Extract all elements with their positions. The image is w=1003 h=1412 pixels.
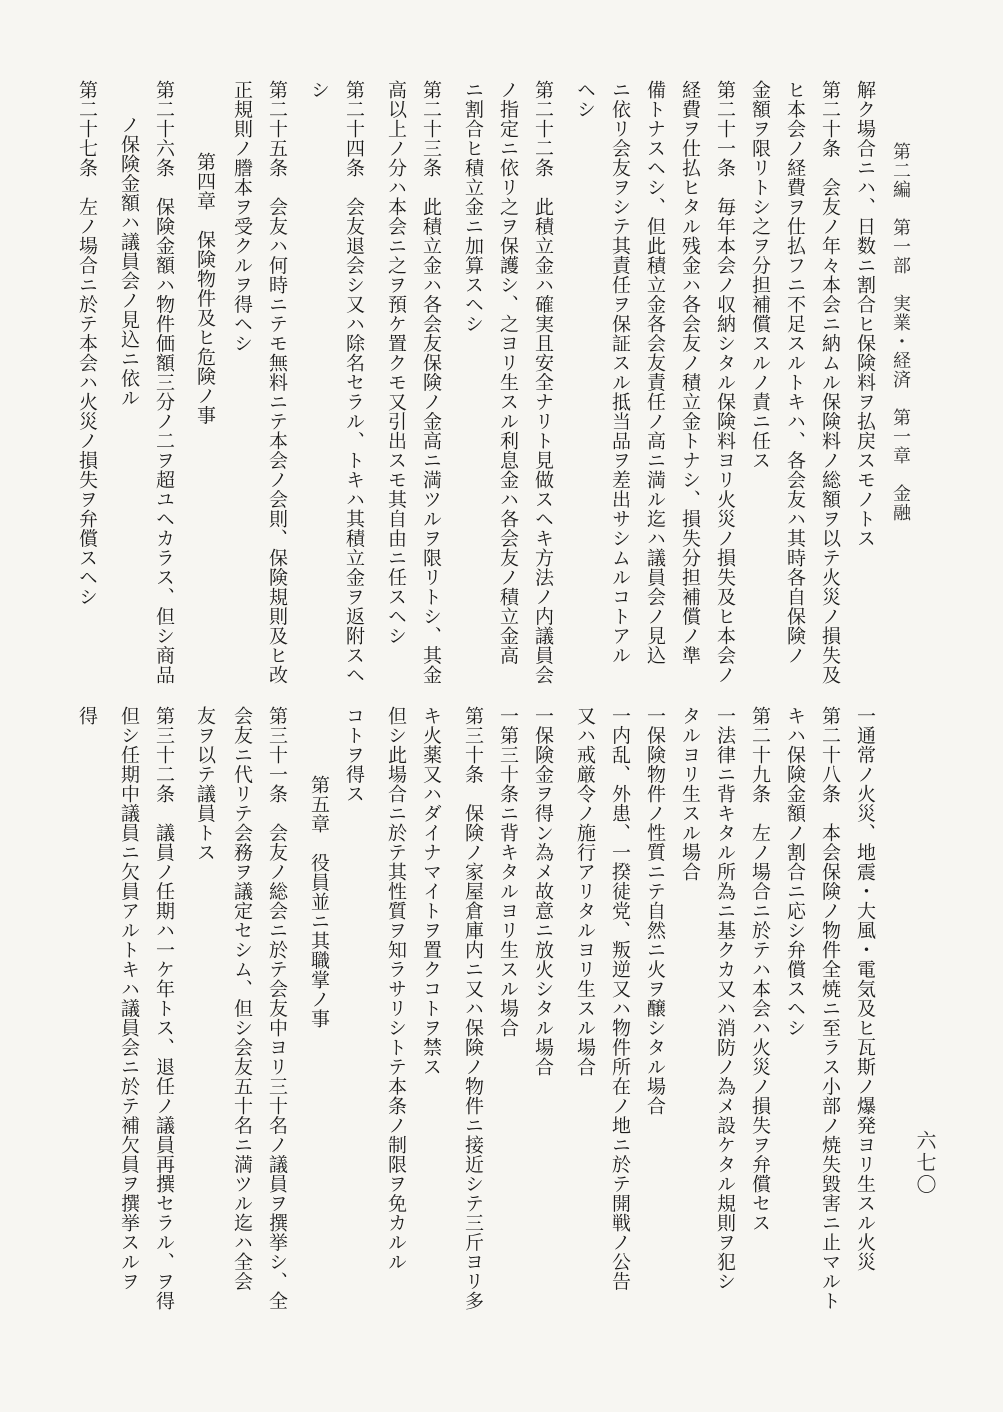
lower-column-5: 一法律ニ背キタル所為ニ基クカ又ハ消防ノ為メ設ケタル規則ヲ犯シ — [714, 706, 736, 1291]
upper-column-22: 第二十七条 左ノ場合ニ於テ本会ハ火災ノ損失ヲ弁償スヘシ — [76, 80, 98, 607]
upper-column-20: 第二十六条 保険金額ハ物件価額三分ノ二ヲ超ユヘカラス、但シ商品 — [153, 80, 175, 685]
upper-column-5: 第二十一条 毎年本会ノ収納シタル保険料ヨリ火災ノ損失及ヒ本会ノ — [714, 80, 736, 685]
upper-column-19: 第四章 保険物件及ヒ危険ノ事 — [194, 152, 216, 425]
lower-column-18: 会友ニ代リテ会務ヲ議定セシム、但シ会友五十名ニ満ツル迄ハ全会 — [231, 706, 253, 1291]
lower-column-21: 但シ任期中議員ニ欠員アルトキハ議員会ニ於テ補欠員ヲ撰挙スルヲ — [118, 706, 140, 1291]
lower-column-14: 但シ此場合ニ於テ其性質ヲ知ラサリシトテ本条ノ制限ヲ免カルル — [385, 706, 407, 1272]
running-header: 第二編 第一部 実業・経済 第一章 金融 — [890, 142, 911, 522]
lower-column-6: タルヨリ生スル場合 — [679, 706, 701, 882]
upper-column-17: 第二十五条 会友ハ何時ニテモ無料ニテ本会ノ会則、保険規則及ヒ改 — [266, 80, 288, 685]
lower-column-1: 一通常ノ火災、地震・大風・電気及ヒ瓦斯ノ爆発ヨリ生スル火災 — [854, 706, 876, 1272]
upper-column-4: 金額ヲ限リトシ之ヲ分担補償スルノ責ニ任ス — [749, 80, 771, 470]
upper-column-7: 備トナスヘシ、但此積立金各会友責任ノ高ニ満ル迄ハ議員会ノ見込 — [644, 80, 666, 665]
page-number: 六七〇 — [913, 1130, 937, 1196]
lower-column-19: 友ヲ以テ議員トス — [194, 706, 216, 862]
lower-column-9: 又ハ戒厳令ノ施行アリタルヨリ生スル場合 — [574, 706, 596, 1077]
lower-column-2: 第二十八条 本会保険ノ物件全焼ニ至ラス小部ノ焼失毀害ニ止マルト — [819, 706, 841, 1311]
lower-column-22: 得 — [76, 706, 98, 726]
lower-column-17: 第三十一条 会友ノ総会ニ於テ会友中ヨリ三十名ノ議員ヲ撰挙シ、全 — [266, 706, 288, 1311]
upper-column-14: 高以上ノ分ハ本会ニ之ヲ預ケ置クモ又引出スモ其自由ニ任スヘシ — [385, 80, 407, 646]
upper-column-9: ヘシ — [574, 80, 596, 119]
upper-column-1: 解ク場合ニハ、日数ニ割合ヒ保険料ヲ払戻スモノトス — [854, 80, 876, 548]
lower-column-4: 第二十九条 左ノ場合ニ於テハ本会ハ火災ノ損失ヲ弁償セス — [749, 706, 771, 1233]
lower-column-13: キ火薬又ハダイナマイトヲ置クコトヲ禁ス — [420, 706, 442, 1077]
upper-column-18: 正規則ノ謄本ヲ受クルヲ得ヘシ — [231, 80, 253, 353]
upper-column-10: 第二十二条 此積立金ハ確実且安全ナリト見做スヘキ方法ノ内議員会 — [532, 80, 554, 685]
lower-column-15: コトヲ得ス — [343, 706, 365, 804]
upper-column-6: 経費ヲ仕払ヒタル残金ハ各会友ノ積立金トナシ、損失分担補償ノ準 — [679, 80, 701, 665]
lower-column-16: 第五章 役員並ニ其職掌ノ事 — [308, 775, 330, 1029]
upper-column-8: ニ依リ会友ヲシテ其責任ヲ保証スル抵当品ヲ差出サシムルコトアル — [609, 80, 631, 665]
lower-column-20: 第三十二条 議員ノ任期ハ一ケ年トス、退任ノ議員再撰セラル、ヲ得 — [153, 706, 175, 1311]
lower-column-11: 一第三十条ニ背キタルヨリ生スル場合 — [497, 706, 519, 1038]
lower-column-12: 第三十条 保険ノ家屋倉庫内ニ又ハ保険ノ物件ニ接近シテ三斤ヨリ多 — [462, 706, 484, 1311]
lower-column-7: 一保険物件ノ性質ニテ自然ニ火ヲ醸シタル場合 — [644, 706, 666, 1116]
upper-column-13: 第二十三条 此積立金ハ各会友保険ノ金高ニ満ツルヲ限リトシ、其金 — [420, 80, 442, 685]
upper-column-2: 第二十条 会友ノ年々本会ニ納ムル保険料ノ総額ヲ以テ火災ノ損失及 — [819, 80, 841, 685]
upper-column-16: シ — [308, 80, 330, 100]
lower-column-8: 一内乱、外患、一揆徒党、叛逆又ハ物件所在ノ地ニ於テ開戦ノ公告 — [609, 706, 631, 1291]
lower-column-3: キハ保険金額ノ割合ニ応シ弁償スヘシ — [784, 706, 806, 1038]
upper-column-15: 第二十四条 会友退会シ又ハ除名セラル、トキハ其積立金ヲ返附スヘ — [343, 80, 365, 685]
upper-column-11: ノ指定ニ依リ之ヲ保護シ、之ヨリ生スル利息金ハ各会友ノ積立金高 — [497, 80, 519, 665]
lower-column-10: 一保険金ヲ得ン為メ故意ニ放火シタル場合 — [532, 706, 554, 1077]
upper-column-21: ノ保険金額ハ議員会ノ見込ニ依ル — [118, 115, 140, 408]
upper-column-12: ニ割合ヒ積立金ニ加算スヘシ — [462, 80, 484, 334]
upper-column-3: ヒ本会ノ経費ヲ仕払フニ不足スルトキハ、各会友ハ其時各自保険ノ — [784, 80, 806, 665]
